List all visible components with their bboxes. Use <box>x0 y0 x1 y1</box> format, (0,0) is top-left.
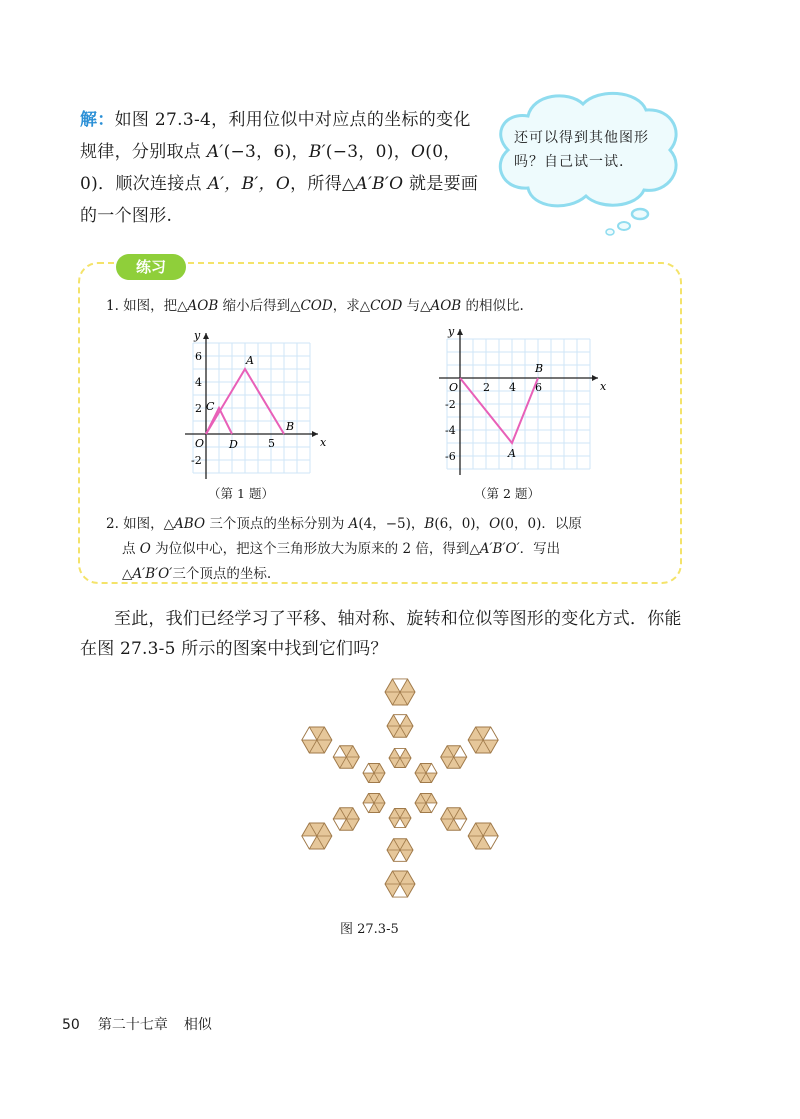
tile-hexagon <box>385 679 415 705</box>
x-tick-label: 4 <box>509 381 516 394</box>
tile-hexagon <box>360 789 388 818</box>
y-tick-label: -2 <box>445 398 456 411</box>
tile-hexagon <box>330 740 363 774</box>
figure-q1-graph <box>166 326 327 486</box>
y-tick-label: 4 <box>195 376 202 389</box>
tile-hexagon <box>464 721 502 760</box>
x-axis-label: x <box>320 436 327 449</box>
y-axis-label: y <box>448 325 455 338</box>
y-axis-arrow <box>457 329 463 335</box>
y-tick-label: -6 <box>445 450 456 463</box>
y-axis-label: y <box>194 329 201 342</box>
question-2: 2. 如图，△ABO 三个顶点的坐标分别为 A(4，−5)，B(6，0)，O(0，0)．以原 点 O 为位似中心，把这个三角形放大为原来的 2 倍，得到△A′B′O′．写出 △A′B′O′三个顶点的坐标. <box>106 516 582 582</box>
y-tick-label: 6 <box>195 350 202 363</box>
figure-q2-graph <box>424 325 607 486</box>
point-label-a: A <box>508 447 516 460</box>
tile-pattern-figure <box>270 668 530 912</box>
solution-lead: 解： <box>80 110 115 130</box>
exercise-tag: 练习 <box>116 254 186 280</box>
page-number: 50 <box>62 1017 80 1033</box>
figure-q1-caption: （第 1 题） <box>208 486 274 501</box>
tile-hexagon <box>387 839 413 862</box>
point-label-d: D <box>229 438 238 451</box>
tile-hexagon <box>389 808 411 827</box>
tile-hexagon <box>389 748 411 767</box>
section-title: 相似 <box>183 1017 212 1033</box>
y-axis-arrow <box>203 333 209 339</box>
chapter-title: 第二十七章 <box>97 1017 168 1033</box>
x-axis-label: x <box>600 380 607 393</box>
point-label-b: B <box>286 420 295 433</box>
x-tick-label: 6 <box>535 381 542 394</box>
tile-hexagon <box>412 789 440 818</box>
tile-hexagon <box>360 759 388 788</box>
question-1: 1. 如图，把△AOB 缩小后得到△COD，求△COD 与△AOB 的相似比. <box>106 298 524 314</box>
origin-label: O <box>449 381 459 394</box>
tile-hexagon <box>387 715 413 738</box>
origin-label: O <box>195 437 205 450</box>
y-tick-label: -2 <box>191 454 202 467</box>
point-label-a: A <box>246 354 254 367</box>
tile-hexagon <box>298 721 336 760</box>
point-label-b: B <box>535 362 544 375</box>
solution-paragraph: 解：如图 27.3-4，利用位似中对应点的坐标的变化规律，分别取点 A′(−3，6)，B′(−3，0)，O(0，0)．顺次连接点 A′，B′，O，所得△A′B′O 就是要画的一个图形. <box>80 110 479 226</box>
point-label-c: C <box>206 400 215 413</box>
page-footer <box>62 1014 212 1034</box>
figure-q2-caption: （第 2 题） <box>474 486 540 501</box>
y-tick-label: -4 <box>445 424 456 437</box>
tile-hexagon <box>464 817 502 856</box>
tile-hexagon <box>437 802 470 836</box>
x-tick-label: 5 <box>268 437 275 450</box>
tile-hexagon <box>330 802 363 836</box>
tile-hexagon <box>437 740 470 774</box>
y-tick-label: 2 <box>195 402 202 415</box>
tile-hexagon <box>385 871 415 897</box>
tile-hexagon <box>298 817 336 856</box>
x-tick-label: 2 <box>483 381 490 394</box>
tile-hexagon <box>412 759 440 788</box>
figure-27-3-5-caption: 图 27.3-5 <box>340 922 399 937</box>
paragraph-transformations: 至此，我们已经学习了平移、轴对称、旋转和位似等图形的变化方式．你能在图 27.3-5 所示的图案中找到它们吗？ <box>80 609 682 659</box>
cloud-text: 还可以得到其他图形吗？自己试一试. <box>514 130 649 170</box>
